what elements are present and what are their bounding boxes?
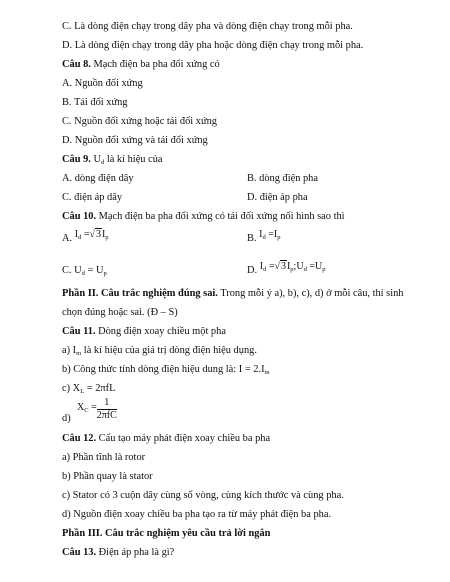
question-number: Câu 13. bbox=[62, 547, 97, 558]
subscript: d bbox=[100, 159, 105, 166]
symbol: I bbox=[101, 229, 106, 240]
equals: = bbox=[265, 229, 274, 240]
q11-item-a: a) $I_m$ là kí hiệu của giá trị dòng điện hiệu dụng. bbox=[62, 345, 257, 357]
fraction: $\frac{1}{\text{2πfC}}$ bbox=[96, 397, 117, 421]
formula-d: $I_d$ $=√3I_p;U_d =U_p$ bbox=[259, 261, 326, 273]
q12-item-a: a) Phần tĩnh là rotor bbox=[62, 452, 146, 463]
part-3-heading bbox=[62, 528, 270, 540]
q8-option-b: B. Tải đối xứng bbox=[62, 97, 128, 108]
question-number: Câu 10. bbox=[62, 211, 97, 222]
q10-option-a bbox=[62, 229, 109, 248]
q9-option-c: C. điện áp dây bbox=[62, 192, 123, 203]
subscript: p bbox=[277, 234, 281, 241]
q11-item-c: c) $X_L = 2\pi fL$ bbox=[62, 383, 116, 395]
q10-option-c: C. $U_d = U_p$ bbox=[62, 265, 107, 277]
part-title: Phần II. Câu trắc nghiệm đúng sai. bbox=[62, 288, 218, 299]
q8-option-a: A. Nguồn đối xứng bbox=[62, 78, 143, 89]
q9-option-a: A. dòng điện dây bbox=[62, 173, 134, 184]
question-text: Cấu tạo máy phát điện xoay chiều ba pha bbox=[96, 433, 271, 444]
question-9 bbox=[62, 154, 163, 169]
item-label: d) bbox=[62, 413, 71, 424]
subscript: d bbox=[78, 234, 82, 241]
question-text-rest: là kí hiệu của bbox=[104, 154, 163, 165]
question-13 bbox=[62, 547, 174, 559]
question-text: Mạch điện ba pha đối xứng có bbox=[90, 59, 220, 70]
subscript: d bbox=[262, 234, 266, 241]
question-text: Dòng điện xoay chiều một pha bbox=[95, 326, 226, 337]
formula-a bbox=[75, 229, 109, 240]
symbol: I bbox=[273, 229, 278, 240]
q8-option-c: C. Nguồn đối xứng hoặc tải đối xứng bbox=[62, 116, 217, 127]
q10-option-b bbox=[247, 229, 281, 248]
option-label: B. bbox=[247, 233, 257, 244]
symbol: I bbox=[74, 229, 79, 240]
q11-item-b: b) Công thức tính dòng điện hiệu dung là: $I = 2.I_m$ bbox=[62, 364, 270, 376]
part-instructions: Trong mỗi ý a), b), c), d) ở mỗi câu, thí sinh bbox=[217, 288, 404, 299]
question-number: Câu 12. bbox=[62, 433, 97, 444]
part-2-heading bbox=[62, 288, 403, 300]
question-number: Câu 11. bbox=[62, 326, 96, 337]
subscript: p bbox=[105, 234, 109, 241]
q7-option-c: C. Là dòng điện chạy trong dây pha và dòng điện chạy trong mỗi pha. bbox=[62, 21, 353, 32]
q7-option-d: D. Là dòng điện chạy trong dây pha hoặc dòng điện chạy trong mỗi pha. bbox=[62, 40, 364, 51]
question-10 bbox=[62, 211, 345, 223]
question-11 bbox=[62, 326, 226, 338]
option-label: D. bbox=[247, 265, 258, 276]
q12-item-b: b) Phần quay là stator bbox=[62, 471, 153, 482]
formula-b bbox=[259, 229, 280, 240]
part-2-instructions-cont: chọn đúng hoặc sai. (Đ – S) bbox=[62, 307, 178, 318]
part-title: Phần III. Câu trắc nghiệm yêu cầu trả lời ngắn bbox=[62, 528, 271, 539]
symbol: I bbox=[259, 229, 263, 240]
question-8 bbox=[62, 59, 220, 71]
q12-item-c: c) Stator có 3 cuộn dây cùng số vòng, cùng kích thước và cùng pha. bbox=[62, 490, 344, 501]
question-text: Điện áp pha là gì? bbox=[96, 547, 175, 558]
question-number: Câu 8. bbox=[62, 59, 91, 70]
option-label: A. bbox=[62, 233, 73, 244]
q12-item-d: d) Nguồn điện xoay chiều ba pha tạo ra từ máy phát điện ba pha. bbox=[62, 509, 332, 520]
q10-option-d bbox=[247, 261, 326, 280]
formula-xc: $X_C$ = $\frac{1}{\text{2πfC}}$ bbox=[77, 397, 117, 421]
question-text: U bbox=[90, 154, 101, 165]
sqrt-3: √3 bbox=[89, 229, 101, 240]
sqrt-3: √3 bbox=[274, 261, 286, 272]
q8-option-d: D. Nguồn đối xứng và tải đối xứng bbox=[62, 135, 208, 146]
q9-option-d: D. điện áp pha bbox=[247, 192, 308, 203]
q9-option-b: B. dòng điện pha bbox=[247, 173, 318, 184]
question-12 bbox=[62, 433, 270, 445]
equals: = bbox=[81, 229, 90, 240]
question-number: Câu 9. bbox=[62, 154, 91, 165]
question-text: Mạch điện ba pha đối xứng có tải đối xứng nối hình sao thì bbox=[96, 211, 345, 222]
